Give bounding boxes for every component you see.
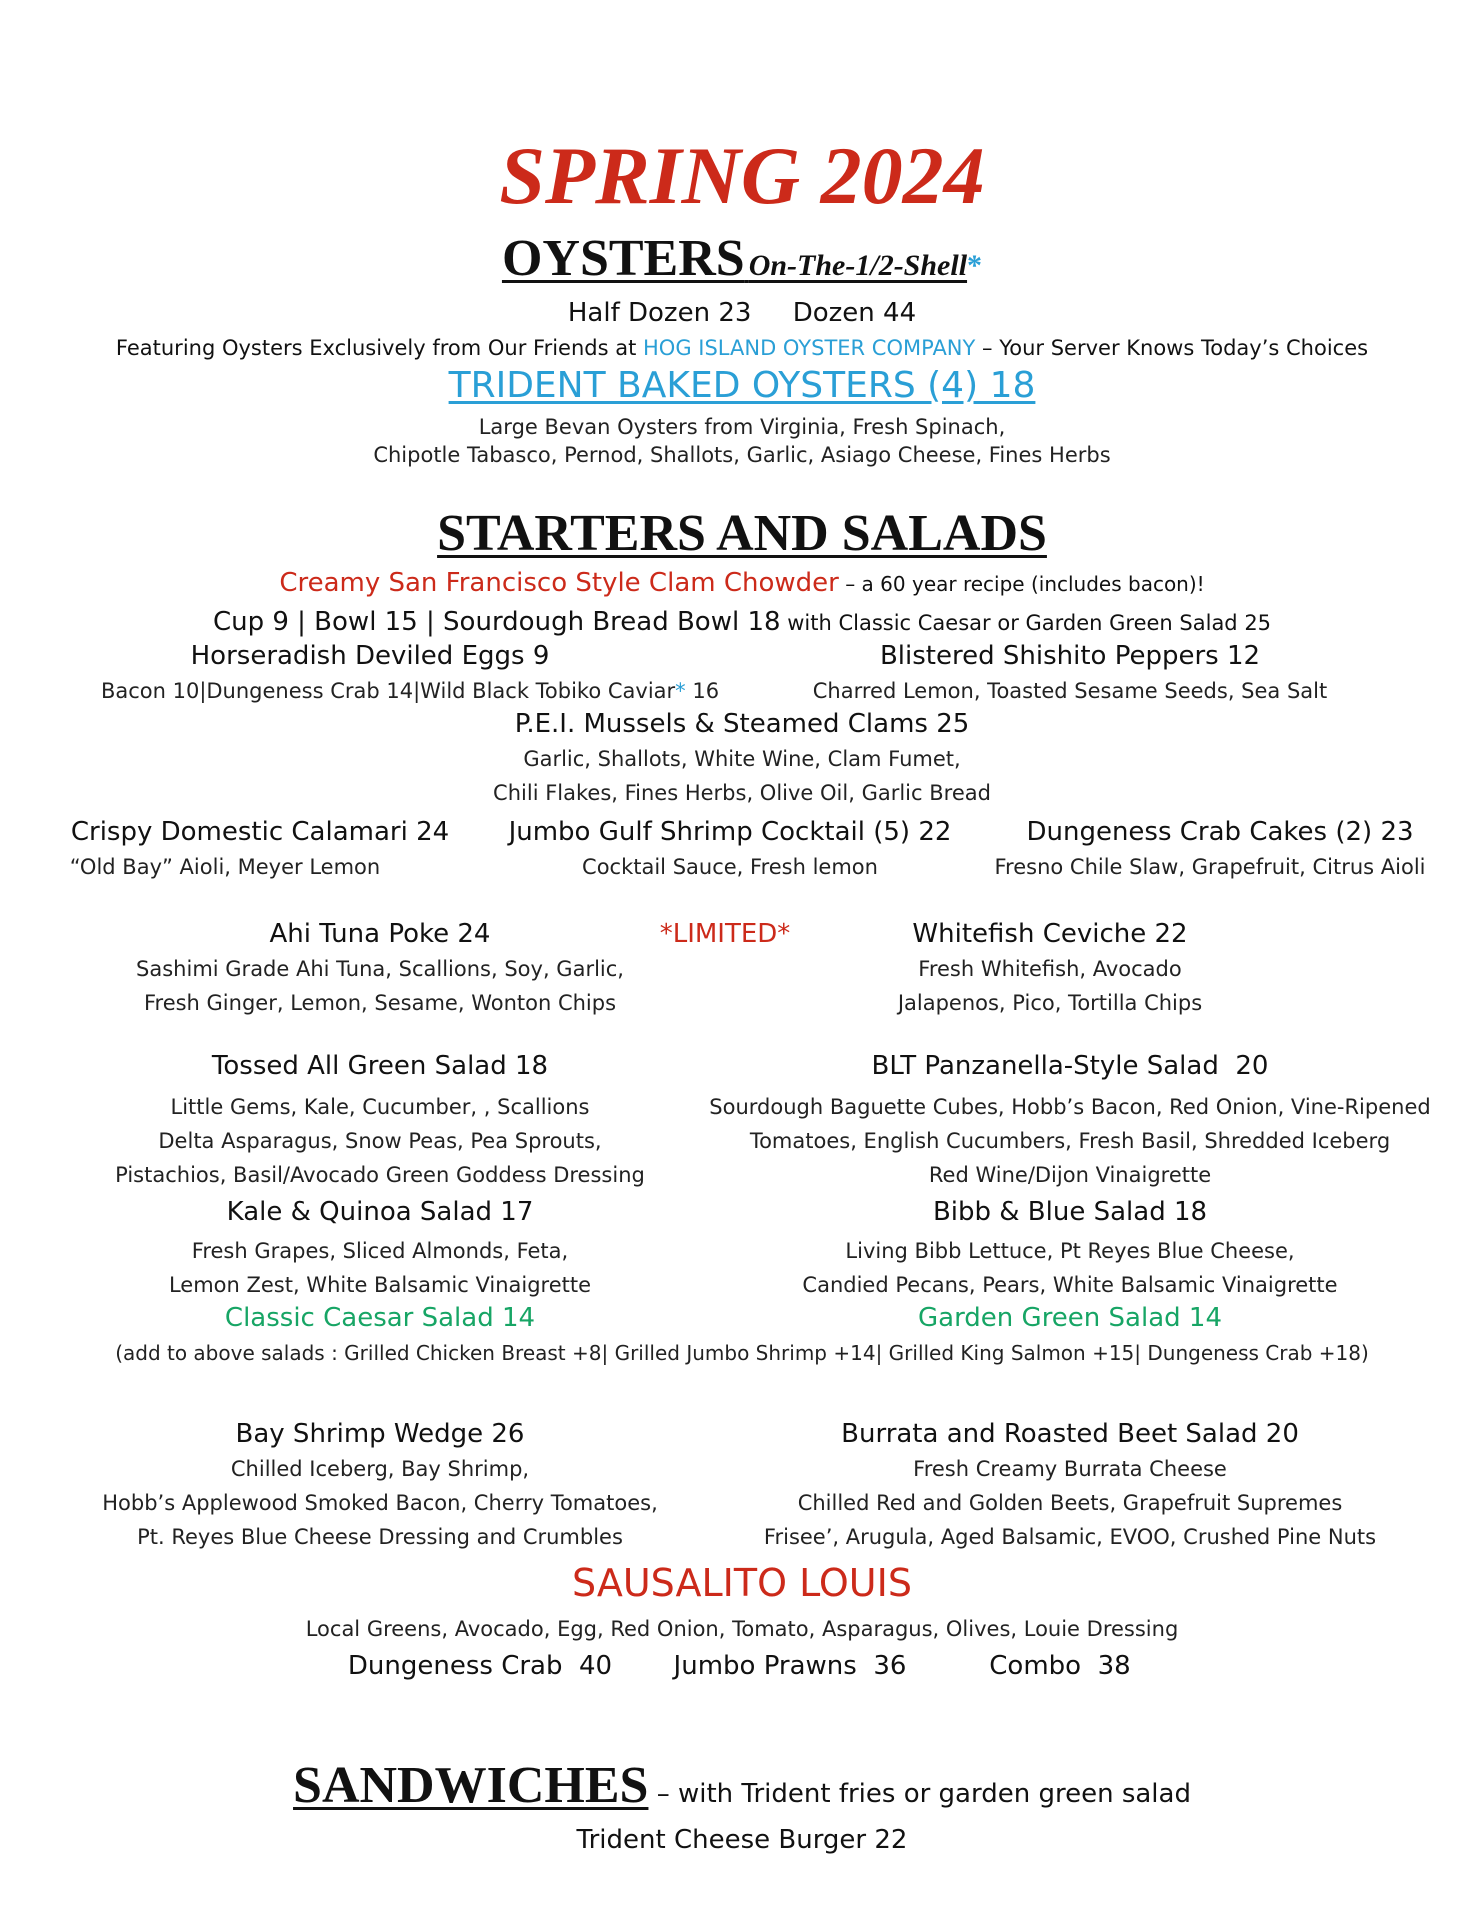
trident-desc-1: Large Bevan Oysters from Virginia, Fresh Spinach, <box>478 415 1006 439</box>
deviled-eggs: Horseradish Deviled Eggs 9 <box>190 641 550 671</box>
louis-prawns: Jumbo Prawns 36 <box>673 1651 907 1681</box>
whitefish-ceviche: Whitefish Ceviche 22 <box>912 919 1188 949</box>
bay-shrimp-wedge: Bay Shrimp Wedge 26 <box>235 1419 525 1449</box>
kale-desc-1: Fresh Grapes, Sliced Almonds, Feta, <box>191 1239 569 1263</box>
green-salad-desc-3: Pistachios, Basil/Avocado Green Goddess Dressing <box>115 1163 645 1187</box>
deviled-eggs-desc: Bacon 10|Dungeness Crab 14|Wild Black Tobiko Caviar* 16 <box>100 679 720 703</box>
burrata-desc-1: Fresh Creamy Burrata Cheese <box>913 1457 1227 1481</box>
mussels: P.E.I. Mussels & Steamed Clams 25 <box>514 709 970 739</box>
shishito-desc: Charred Lemon, Toasted Sesame Seeds, Sea Salt <box>812 679 1328 703</box>
trident-cheese-burger: Trident Cheese Burger 22 <box>576 1825 908 1855</box>
mussels-desc-2: Chili Flakes, Fines Herbs, Olive Oil, Garlic Bread <box>493 781 991 805</box>
sausalito-louis: SAUSALITO LOUIS <box>572 1561 912 1605</box>
garden-green-salad: Garden Green Salad 14 <box>917 1303 1222 1333</box>
oysters-subheading: On-The-1/2-Shell <box>748 249 968 282</box>
green-salad-desc-1: Little Gems, Kale, Cucumber, , Scallions <box>170 1095 590 1119</box>
blt-desc-2: Tomatoes, English Cucumbers, Fresh Basil, Shredded Iceberg <box>749 1129 1391 1153</box>
oysters-featuring: Featuring Oysters Exclusively from Our Friends at HOG ISLAND OYSTER COMPANY – Your Server Knows Today’s Choices <box>115 336 1369 360</box>
chowder-sizes: Cup 9 | Bowl 15 | Sourdough Bread Bowl 18 <box>212 607 781 637</box>
wedge-desc-2: Hobb’s Applewood Smoked Bacon, Cherry Tomatoes, <box>102 1491 658 1515</box>
green-salad-desc-2: Delta Asparagus, Snow Peas, Pea Sprouts, <box>158 1129 602 1153</box>
starters-heading: STARTERS AND SALADS <box>437 505 1047 562</box>
kale-quinoa-salad: Kale & Quinoa Salad 17 <box>226 1197 534 1227</box>
blt-desc-1: Sourdough Baguette Cubes, Hobb’s Bacon, Red Onion, Vine-Ripened <box>709 1095 1431 1119</box>
bibb-blue-salad: Bibb & Blue Salad 18 <box>932 1197 1208 1227</box>
sandwiches-note: – with Trident fries or garden green salad <box>648 1779 1191 1809</box>
chowder-line <box>0 566 1484 603</box>
louis-desc: Local Greens, Avocado, Egg, Red Onion, Tomato, Asparagus, Olives, Louie Dressing <box>305 1617 1179 1641</box>
ceviche-desc-2: Jalapenos, Pico, Tortilla Chips <box>897 991 1203 1015</box>
crab-cakes: Dungeness Crab Cakes (2) 23 <box>1026 817 1414 847</box>
mussels-desc-1: Garlic, Shallots, White Wine, Clam Fumet, <box>523 747 961 771</box>
oysters-heading-line <box>0 228 1484 302</box>
hog-island-company: HOG ISLAND OYSTER COMPANY <box>643 336 976 360</box>
salad-addons: (add to above salads : Grilled Chicken Breast +8| Grilled Jumbo Shrimp +14| Grilled King Salmon +15| Dungeness Crab +18) <box>115 1341 1369 1365</box>
crab-cakes-desc: Fresno Chile Slaw, Grapefruit, Citrus Aioli <box>994 855 1426 879</box>
poke-desc-2: Fresh Ginger, Lemon, Sesame, Wonton Chips <box>143 991 617 1015</box>
ceviche-desc-1: Fresh Whitefish, Avocado <box>918 957 1182 981</box>
sandwiches-heading-line <box>0 1756 1484 1827</box>
louis-crab: Dungeness Crab 40 <box>347 1651 613 1681</box>
limited-badge: *LIMITED* <box>659 919 791 949</box>
chowder-note: – a 60 year recipe (includes bacon)! <box>838 572 1205 596</box>
burrata-beet-salad: Burrata and Roasted Beet Salad 20 <box>841 1419 1299 1449</box>
ahi-tuna-poke: Ahi Tuna Poke 24 <box>269 919 491 949</box>
trident-desc-2: Chipotle Tabasco, Pernod, Shallots, Garlic, Asiago Cheese, Fines Herbs <box>373 443 1111 467</box>
blt-desc-3: Red Wine/Dijon Vinaigrette <box>928 1163 1212 1187</box>
chowder-name: Creamy San Francisco Style Clam Chowder <box>279 568 839 598</box>
kale-desc-2: Lemon Zest, White Balsamic Vinaigrette <box>168 1273 592 1297</box>
oysters-prices: Half Dozen 23 Dozen 44 <box>567 298 917 328</box>
chowder-combo: with Classic Caesar or Garden Green Salad 25 <box>780 611 1272 635</box>
chowder-sizes-line <box>0 604 1484 643</box>
calamari-desc: “Old Bay” Aioli, Meyer Lemon <box>69 855 381 879</box>
oysters-heading: OYSTERS <box>501 230 745 287</box>
bibb-desc-2: Candied Pecans, Pears, White Balsamic Vinaigrette <box>802 1273 1338 1297</box>
louis-combo: Combo 38 <box>989 1651 1131 1681</box>
tossed-green-salad: Tossed All Green Salad 18 <box>211 1051 549 1081</box>
calamari: Crispy Domestic Calamari 24 <box>70 817 450 847</box>
burrata-desc-2: Chilled Red and Golden Beets, Grapefruit Supremes <box>797 1491 1343 1515</box>
sandwiches-heading: SANDWICHES <box>293 1757 649 1814</box>
blt-panzanella-salad: BLT Panzanella-Style Salad 20 <box>871 1051 1269 1081</box>
trident-baked-oysters: TRIDENT BAKED OYSTERS (4) 18 <box>448 365 1036 406</box>
shrimp-cocktail: Jumbo Gulf Shrimp Cocktail (5) 22 <box>508 817 952 847</box>
poke-desc-1: Sashimi Grade Ahi Tuna, Scallions, Soy, Garlic, <box>136 957 624 981</box>
wedge-desc-1: Chilled Iceberg, Bay Shrimp, <box>230 1457 530 1481</box>
shrimp-cocktail-desc: Cocktail Sauce, Fresh lemon <box>582 855 878 879</box>
oysters-asterisk: * <box>967 249 983 282</box>
shishito-peppers: Blistered Shishito Peppers 12 <box>879 641 1261 671</box>
page-title: SPRING 2024 <box>499 130 985 221</box>
bibb-desc-1: Living Bibb Lettuce, Pt Reyes Blue Cheese, <box>845 1239 1295 1263</box>
wedge-desc-3: Pt. Reyes Blue Cheese Dressing and Crumbles <box>137 1525 623 1549</box>
classic-caesar-salad: Classic Caesar Salad 14 <box>224 1303 536 1333</box>
burrata-desc-3: Frisee’, Arugula, Aged Balsamic, EVOO, Crushed Pine Nuts <box>763 1525 1377 1549</box>
